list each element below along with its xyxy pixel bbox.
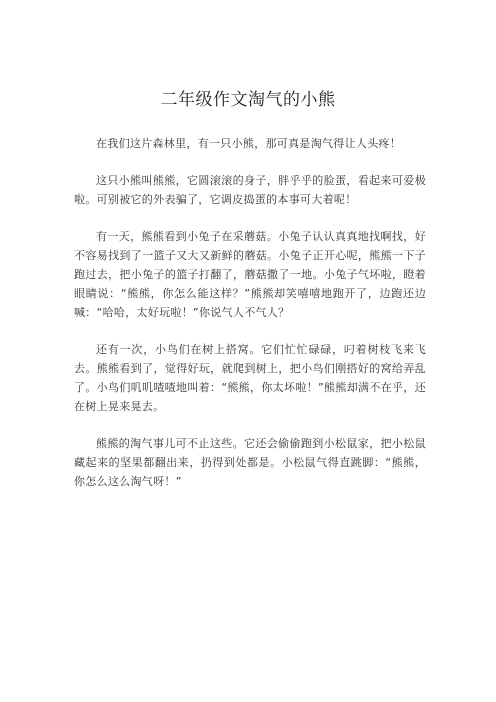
document-title: 二年级作文淘气的小熊 <box>160 90 336 110</box>
paragraph-3: 有一天，熊熊看到小兔子在采蘑菇。小兔子认认真真地找啊找，好不容易找到了一篮子又大又新鲜的蘑菇。小兔子正开心呢，熊熊一下子跑过去，把小兔子的篮子打翻了，蘑菇撒了一地。小兔子气坏啦，瞪着眼睛说：“熊熊，你怎么能这样？”熊熊却笑嘻嘻地跑开了，边跑还边喊：“哈哈，太好玩啦！”你说气人不气人？ <box>74 230 426 319</box>
paragraph-2: 这只小熊叫熊熊，它圆滚滚的身子，胖乎乎的脸蛋，看起来可爱极啦。可别被它的外表骗了，它调皮捣蛋的本事可大着呢！ <box>74 174 426 206</box>
paragraph-1: 在我们这片森林里，有一只小熊，那可真是淘气得让人头疼！ <box>96 137 402 150</box>
paragraph-5: 熊熊的淘气事儿可不止这些。它还会偷偷跑到小松鼠家，把小松鼠藏起来的坚果都翻出来，扔得到处都是。小松鼠气得直跳脚：“熊熊，你怎么这么淘气呀！” <box>74 437 426 488</box>
paragraph-4: 还有一次，小鸟们在树上搭窝。它们忙忙碌碌，叼着树枝飞来飞去。熊熊看到了，觉得好玩，就爬到树上，把小鸟们刚搭好的窝给弄乱了。小鸟们叽叽喳喳地叫着：“熊熊，你太坏啦！”熊熊却满不在乎，还在树上晃来晃去。 <box>74 343 426 413</box>
document-body <box>74 134 426 509</box>
